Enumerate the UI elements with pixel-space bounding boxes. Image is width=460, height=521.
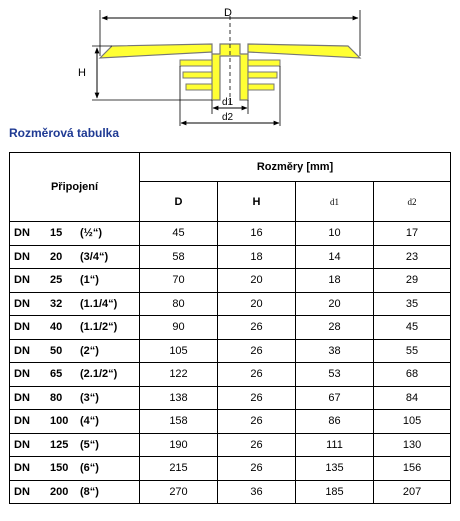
connection-size: 50 xyxy=(50,344,63,357)
connection-size: 100 xyxy=(50,415,69,428)
value-d2: 29 xyxy=(374,269,451,293)
value-H: 26 xyxy=(218,410,296,434)
value-H: 26 xyxy=(218,363,296,387)
value-d2: 23 xyxy=(374,245,451,269)
connection-inch: (1.1/4“) xyxy=(80,297,118,310)
value-H: 26 xyxy=(218,433,296,457)
connection-dn: DN xyxy=(14,368,30,381)
value-d1: 18 xyxy=(296,269,374,293)
label-D: D xyxy=(224,7,232,19)
value-d1: 185 xyxy=(296,480,374,504)
value-D: 58 xyxy=(140,245,218,269)
connection-cell xyxy=(10,316,140,340)
connection-cell xyxy=(10,292,140,316)
connection-inch: (3/4“) xyxy=(80,250,109,263)
connection-dn: DN xyxy=(14,462,30,475)
value-D: 158 xyxy=(140,410,218,434)
value-d1: 86 xyxy=(296,410,374,434)
connection-size: 32 xyxy=(50,297,63,310)
value-d2: 45 xyxy=(374,316,451,340)
connection-dn: DN xyxy=(14,297,30,310)
connection-size: 40 xyxy=(50,321,63,334)
header-col-d2: d2 xyxy=(374,182,451,222)
connection-cell xyxy=(10,222,140,246)
header-col-D: D xyxy=(140,182,218,222)
value-D: 138 xyxy=(140,386,218,410)
table-row xyxy=(10,269,451,293)
table-row xyxy=(10,316,451,340)
header-connection: Připojení xyxy=(10,153,140,222)
label-d1: d1 xyxy=(222,97,234,108)
connection-inch: (2“) xyxy=(80,344,99,357)
value-d1: 10 xyxy=(296,222,374,246)
value-d1: 111 xyxy=(296,433,374,457)
table-row xyxy=(10,363,451,387)
section-title: Rozměrová tabulka xyxy=(9,126,120,140)
connection-inch: (1.1/2“) xyxy=(80,321,118,334)
connection-dn: DN xyxy=(14,415,30,428)
value-d1: 53 xyxy=(296,363,374,387)
connection-size: 150 xyxy=(50,462,69,475)
connection-dn: DN xyxy=(14,438,30,451)
table-row xyxy=(10,222,451,246)
value-d2: 105 xyxy=(374,410,451,434)
table-row xyxy=(10,433,451,457)
label-d2: d2 xyxy=(222,112,234,123)
connection-cell xyxy=(10,386,140,410)
table-row xyxy=(10,292,451,316)
value-d2: 207 xyxy=(374,480,451,504)
dimension-table xyxy=(9,152,451,504)
connection-cell xyxy=(10,339,140,363)
value-d2: 84 xyxy=(374,386,451,410)
table-row xyxy=(10,410,451,434)
connection-size: 20 xyxy=(50,250,63,263)
value-D: 80 xyxy=(140,292,218,316)
table-row xyxy=(10,339,451,363)
connection-inch: (3“) xyxy=(80,391,99,404)
value-d2: 55 xyxy=(374,339,451,363)
value-H: 20 xyxy=(218,292,296,316)
connection-dn: DN xyxy=(14,391,30,404)
value-D: 190 xyxy=(140,433,218,457)
value-D: 90 xyxy=(140,316,218,340)
value-d2: 17 xyxy=(374,222,451,246)
value-d1: 20 xyxy=(296,292,374,316)
connection-cell xyxy=(10,457,140,481)
connection-dn: DN xyxy=(14,485,30,498)
connection-size: 80 xyxy=(50,391,63,404)
connection-size: 200 xyxy=(50,485,69,498)
connection-dn: DN xyxy=(14,344,30,357)
connection-cell xyxy=(10,245,140,269)
connection-dn: DN xyxy=(14,250,30,263)
connection-size: 25 xyxy=(50,274,63,287)
header-col-H: H xyxy=(218,182,296,222)
value-D: 270 xyxy=(140,480,218,504)
value-H: 36 xyxy=(218,480,296,504)
connection-size: 65 xyxy=(50,368,63,381)
value-H: 26 xyxy=(218,339,296,363)
value-D: 45 xyxy=(140,222,218,246)
value-d2: 130 xyxy=(374,433,451,457)
connection-inch: (8“) xyxy=(80,485,99,498)
value-D: 122 xyxy=(140,363,218,387)
connection-inch: (½“) xyxy=(80,227,102,240)
value-H: 26 xyxy=(218,457,296,481)
value-H: 26 xyxy=(218,386,296,410)
connection-cell xyxy=(10,480,140,504)
value-D: 70 xyxy=(140,269,218,293)
value-d2: 68 xyxy=(374,363,451,387)
connection-size: 125 xyxy=(50,438,69,451)
connection-inch: (1“) xyxy=(80,274,99,287)
value-H: 18 xyxy=(218,245,296,269)
connection-cell xyxy=(10,433,140,457)
cross-section-drawing xyxy=(0,0,460,128)
connection-dn: DN xyxy=(14,227,30,240)
connection-cell xyxy=(10,410,140,434)
value-D: 215 xyxy=(140,457,218,481)
table-row xyxy=(10,457,451,481)
table-row xyxy=(10,480,451,504)
value-d2: 156 xyxy=(374,457,451,481)
connection-inch: (6“) xyxy=(80,462,99,475)
table-row xyxy=(10,386,451,410)
value-d1: 14 xyxy=(296,245,374,269)
value-H: 26 xyxy=(218,316,296,340)
value-d1: 135 xyxy=(296,457,374,481)
connection-cell xyxy=(10,269,140,293)
connection-dn: DN xyxy=(14,274,30,287)
value-d1: 28 xyxy=(296,316,374,340)
connection-dn: DN xyxy=(14,321,30,334)
connection-cell xyxy=(10,363,140,387)
header-col-d1: d1 xyxy=(296,182,374,222)
value-H: 20 xyxy=(218,269,296,293)
value-D: 105 xyxy=(140,339,218,363)
value-d1: 38 xyxy=(296,339,374,363)
value-H: 16 xyxy=(218,222,296,246)
value-d2: 35 xyxy=(374,292,451,316)
header-dimensions: Rozměry [mm] xyxy=(140,153,451,182)
connection-size: 15 xyxy=(50,227,63,240)
value-d1: 67 xyxy=(296,386,374,410)
label-H: H xyxy=(78,67,86,79)
connection-inch: (4“) xyxy=(80,415,99,428)
connection-inch: (5“) xyxy=(80,438,99,451)
table-row xyxy=(10,245,451,269)
connection-inch: (2.1/2“) xyxy=(80,368,118,381)
